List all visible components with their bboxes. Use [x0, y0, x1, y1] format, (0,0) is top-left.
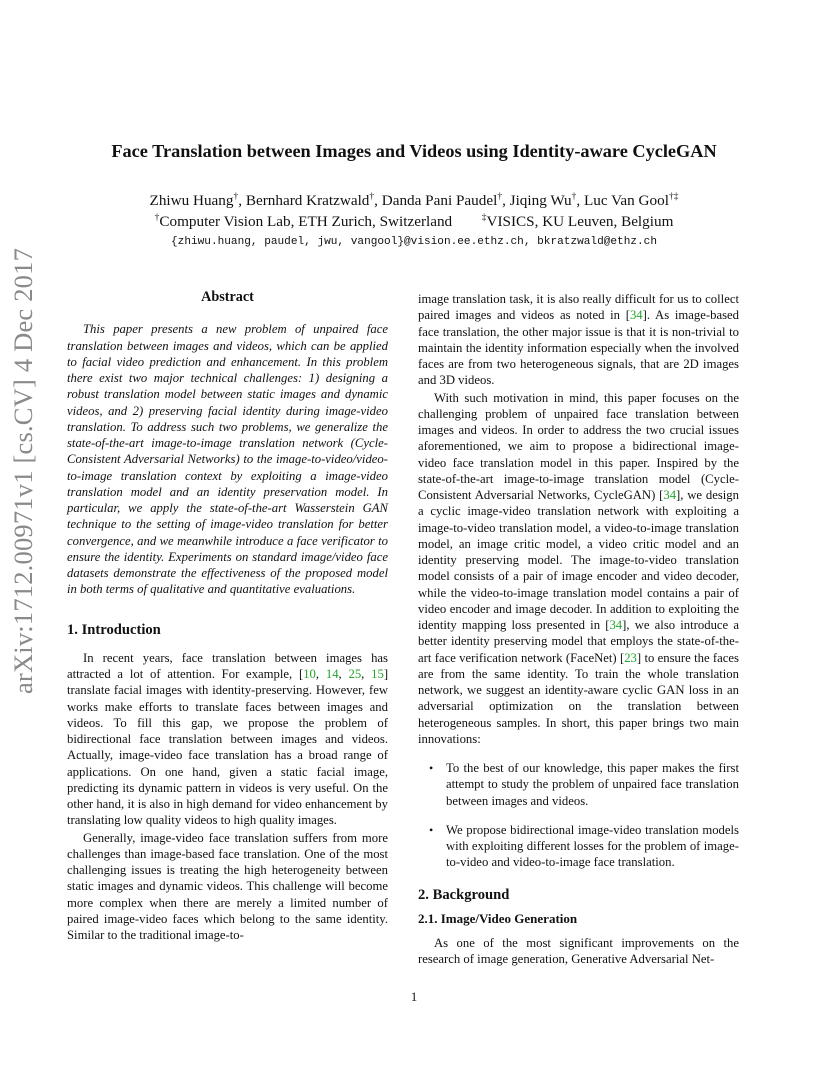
- author-mark: †: [369, 192, 375, 202]
- author: Jiqing Wu: [509, 192, 572, 210]
- citation-link[interactable]: 34: [609, 618, 623, 632]
- citation-link[interactable]: 23: [624, 650, 637, 665]
- author-mark: †: [233, 192, 239, 202]
- citation-link[interactable]: 10: [303, 667, 316, 681]
- paper-title: Face Translation between Images and Videos using Identity-aware CycleGAN: [111, 141, 717, 161]
- author-list: Zhiwu Huang†, Bernhard Kratzwald†, Danda Pani Paudel†, Jiqing Wu†, Luc Van Gool†‡: [149, 192, 679, 210]
- intro-paragraph-4: With such motivation in mind, this paper focuses on the challenging problem of unpaired face translation between images and videos. In order to address the two crucial issues aforementioned, we aim to propose a bidirectional image-video face translation model in this paper. Inspired by the state-of-the-art image-to-image translation model (Cycle-Consistent Adversarial Networks, CycleGAN) [34], we design a cyclic image-video translation network with exploiting a image-to-video translation model, a video-to-image translation model, an image critic model, a video critic model and an identity preserving model. The image-to-video translation model consists of a pair of image encoder and video decoder, while the video-to-image translation model contains a pair of video encoder and image decoder. In addition to exploiting the identity mapping loss presented in [34], we also introduce a better identity preserving model that employs the state-of-the-art face verification network (FaceNet) [23] to ensure the faces are from the same identity. To train the whole translation network, we suggest an identity-aware cyclic GAN loss in an adversarial optimization on the translation between heterogeneous samples. In short, this paper brings two main innovations:: [418, 390, 739, 746]
- right-column: [418, 291, 739, 968]
- list-item: • To the best of our knowledge, this paper makes the first attempt to study the problem of unpaired face translation between images and videos.: [429, 761, 739, 808]
- citation-link[interactable]: 14: [325, 667, 339, 681]
- contribution-list: [418, 760, 739, 871]
- background-paragraph-1: As one of the most significant improvements on the research of image generation, Generative Adversarial Net-: [418, 936, 739, 967]
- citation-link[interactable]: 34: [629, 308, 643, 323]
- citation-link[interactable]: 34: [663, 488, 677, 502]
- author-mark: †: [497, 192, 503, 202]
- affiliation-mark: †: [154, 213, 160, 223]
- author-mark: †‡: [668, 192, 679, 202]
- citation-link[interactable]: 25: [348, 667, 362, 681]
- author: Danda Pani Paudel: [381, 192, 498, 210]
- bullet-icon: •: [429, 822, 434, 837]
- author-emails: {zhiwu.huang, paudel, jwu, vangool}@vision.ee.ethz.ch, bkratzwald@ethz.ch: [171, 236, 657, 248]
- affiliation: Computer Vision Lab, ETH Zurich, Switzerland: [159, 213, 453, 231]
- citation-link[interactable]: 15: [371, 667, 384, 681]
- affiliations: [40, 213, 788, 231]
- bullet-icon: •: [429, 761, 434, 775]
- abstract-text: This paper presents a new problem of unpaired face translation between images and videos, which can be applied to facial video prediction and enhancement. In this problem there exist two major technical challenges: 1) designing a robust translation model between static images and dynamic videos, and 2) preserving facial identity during image-video translation. To address such two problems, we generalize the state-of-the-art image-to-image translation network (Cycle-Consistent Adversarial Networks) to the image-to-video/video-to-image translation context by exploiting a image-video translation model and an identity preservation model. In particular, we apply the state-of-the-art Wasserstein GAN technique to the setting of image-video translation for better convergence, and we meanwhile introduce a face verificator to ensure the identity. Experiments on standard image/video face datasets demonstrate the effectiveness of the proposed model in both terms of qualitative and quantitative evaluations.: [67, 322, 388, 597]
- author: Zhiwu Huang: [149, 192, 234, 210]
- page-number: 1: [410, 990, 418, 1004]
- intro-paragraph-2: Generally, image-video face translation suffers from more challenges than image-based face translation. One of the most challenging issues is treating the high heterogeneity between static images and dynamic videos. This challenge will become more complex when there are merely a limited number of paired image-video faces which belong to the same identity. Similar to the traditional image-to-: [67, 830, 388, 942]
- left-column: [67, 289, 388, 943]
- intro-paragraph-1: In recent years, face translation between images has attracted a lot of attention. For example, [10, 14, 25, 15] translate facial images with identity-preserving. However, few works make efforts to translate faces between images and videos. To fill this gap, we propose the problem of bidirectional face translation between images and videos. Actually, image-video face translation has a broad range of applications. On one hand, given a static facial image, predicting its dynamic pattern in videos is very useful. On the other hand, it is also in high demand for video enhancement by translating low quality videos to high quality images.: [67, 650, 389, 828]
- section-heading-introduction: 1. Introduction: [67, 621, 161, 638]
- affiliation-mark: ‡: [481, 213, 487, 223]
- affiliation: VISICS, KU Leuven, Belgium: [486, 213, 674, 231]
- section-heading-background: 2. Background: [418, 886, 510, 903]
- intro-paragraph-3: image translation task, it is also really difficult for us to collect paired images and videos as noted in [34]. As image-based face translation, the other major issue is that it is non-trivial to maintain the identity information especially when the involved faces are from two heterogeneous signals, that are 2D images and 3D videos.: [418, 292, 739, 388]
- arxiv-identifier: arXiv:1712.00971v1 [cs.CV] 4 Dec 2017: [8, 247, 38, 695]
- author-mark: †: [571, 192, 577, 202]
- subsection-heading-generation: 2.1. Image/Video Generation: [418, 910, 578, 926]
- author: Bernhard Kratzwald: [245, 192, 370, 210]
- author: Luc Van Gool: [584, 192, 669, 210]
- list-item: • We propose bidirectional image-video translation models with exploiting different losses for the problem of image-to-video and video-to-image face translation.: [429, 822, 739, 870]
- abstract-heading: Abstract: [201, 289, 254, 305]
